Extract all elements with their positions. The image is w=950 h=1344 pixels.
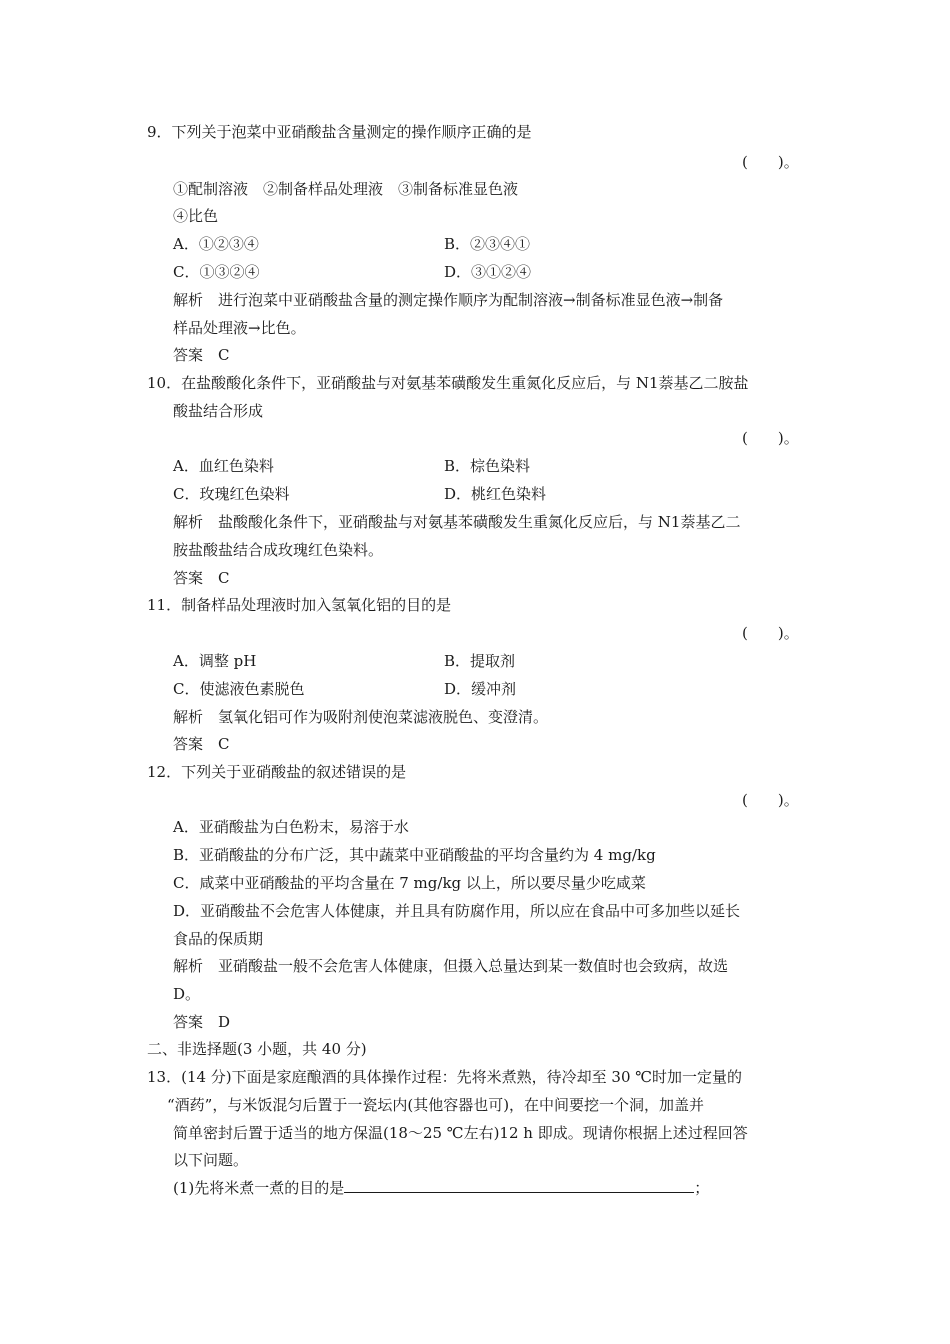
q12-option-c: C．咸菜中亚硝酸盐的平均含量在 7 mg/kg 以上，所以要尽量少吃咸菜: [173, 874, 646, 892]
q11-option-c: C．使滤液色素脱色: [173, 680, 305, 698]
q9-option-d: D．③①②④: [444, 263, 532, 281]
q12-stem: 12．下列关于亚硝酸盐的叙述错误的是: [147, 763, 407, 781]
q11-analysis: 解析 氢氧化铝可作为吸附剂使泡菜滤液脱色、变澄清。: [173, 708, 549, 726]
q10-analysis-cont: 胺盐酸盐结合成玫瑰红色染料。: [173, 541, 384, 559]
q10-stem-cont: 酸盐结合形成: [173, 402, 264, 420]
q12-option-b: B．亚硝酸盐的分布广泛，其中蔬菜中亚硝酸盐的平均含量约为 4 mg/kg: [173, 846, 656, 864]
q10-option-c: C．玫瑰红色染料: [173, 485, 290, 503]
q10-option-b: B．棕色染料: [444, 457, 531, 475]
q11-option-b: B．提取剂: [444, 652, 516, 670]
q12-answer-paren: ( )。: [742, 791, 799, 809]
q9-answer: 答案 C: [173, 346, 230, 364]
q13-sub1-end: ；: [694, 1179, 710, 1197]
q13-stem-cont-1: “酒药”，与米饭混匀后置于一瓷坛内(其他容器也可)，在中间要挖一个洞，加盖并: [167, 1096, 705, 1114]
section-heading: 二、非选择题(3 小题，共 40 分): [147, 1040, 367, 1058]
q13-sub1: [173, 1178, 709, 1198]
q9-option-a: A．①②③④: [173, 235, 259, 253]
q12-analysis-cont: D。: [173, 985, 201, 1003]
q10-analysis: 解析 盐酸酸化条件下，亚硝酸盐与对氨基苯磺酸发生重氮化反应后，与 N1萘基乙二: [173, 513, 741, 531]
q10-answer: 答案 C: [173, 569, 230, 587]
q10-answer-paren: ( )。: [742, 429, 799, 447]
q10-option-d: D．桃红色染料: [444, 485, 547, 503]
q11-option-a: A．调整 pH: [173, 652, 257, 670]
q12-option-d: D．亚硝酸盐不会危害人体健康，并且具有防腐作用，所以应在食品中可多加些以延长: [173, 902, 741, 920]
q9-answer-paren: ( )。: [742, 153, 799, 171]
q9-analysis-cont: 样品处理液→比色。: [173, 319, 306, 337]
q9-option-b: B．②③④①: [444, 235, 531, 253]
q9-analysis: 解析 进行泡菜中亚硝酸盐含量的测定操作顺序为配制溶液→制备标准显色液→制备: [173, 291, 724, 309]
q13-stem-cont-3: 以下问题。: [173, 1151, 249, 1169]
q13-sub1-answer-blank[interactable]: [344, 1178, 694, 1193]
q11-answer-paren: ( )。: [742, 624, 799, 642]
q9-stem: 9．下列关于泡菜中亚硝酸盐含量测定的操作顺序正确的是: [147, 123, 532, 141]
q11-answer: 答案 C: [173, 735, 230, 753]
q10-stem: 10．在盐酸酸化条件下，亚硝酸盐与对氨基苯磺酸发生重氮化反应后，与 N1萘基乙二胺盐: [147, 374, 749, 392]
q10-option-a: A．血红色染料: [173, 457, 274, 475]
q13-sub1-label: (1)先将米煮一煮的目的是: [173, 1179, 345, 1197]
q13-stem: 13．(14 分)下面是家庭酿酒的具体操作过程：先将米煮熟，待冷却至 30 ℃时加一定量的: [147, 1068, 743, 1086]
q13-stem-cont-2: 简单密封后置于适当的地方保温(18～25 ℃左右)12 h 即成。现请你根据上述过程回答: [173, 1124, 748, 1142]
q12-option-d-cont: 食品的保质期: [173, 930, 264, 948]
q12-answer: 答案 D: [173, 1013, 231, 1031]
q12-analysis: 解析 亚硝酸盐一般不会危害人体健康，但摄入总量达到某一数值时也会致病，故选: [173, 957, 729, 975]
q9-option-c: C．①③②④: [173, 263, 260, 281]
q11-option-d: D．缓冲剂: [444, 680, 517, 698]
q9-item-list: ①配制溶液 ②制备样品处理液 ③制备标准显色液: [173, 180, 519, 198]
q12-option-a: A．亚硝酸盐为白色粉末，易溶于水: [173, 818, 409, 836]
q9-item-list-cont: ④比色: [173, 207, 219, 225]
q11-stem: 11．制备样品处理液时加入氢氧化铝的目的是: [147, 596, 452, 614]
